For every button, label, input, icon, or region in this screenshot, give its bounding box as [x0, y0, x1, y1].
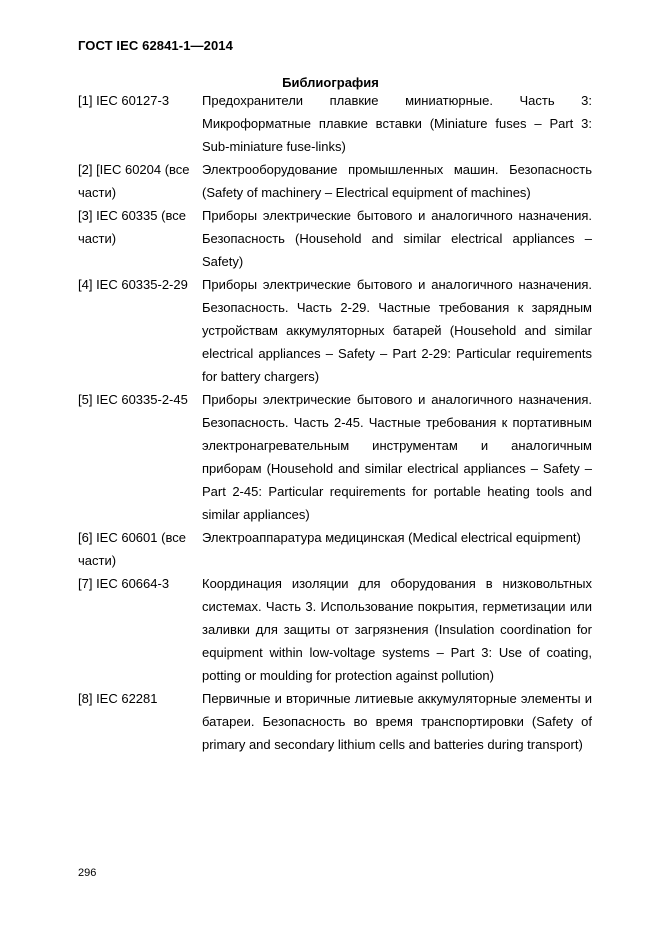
bibliography-list — [78, 89, 592, 756]
bibliography-item-4 — [78, 273, 592, 388]
bibliography-description: Электрооборудование промышленных машин. Безопасность (Safety of machinery – Electrical equipment of machines) — [202, 162, 592, 200]
bibliography-item-5 — [78, 388, 592, 526]
page-title: Библиография — [282, 75, 379, 90]
bibliography-item-8 — [78, 687, 592, 756]
bibliography-ref: [5] IEC 60335-2-45 — [78, 392, 188, 407]
bibliography-item-2 — [78, 158, 592, 204]
bibliography-ref: [2] [IEC 60204 (все части) — [78, 162, 190, 200]
bibliography-description: Предохранители плавкие миниатюрные. Часть 3: Микроформатные плавкие вставки (Miniature fuses – Part 3: Sub-miniature fuse-links) — [202, 93, 592, 154]
bibliography-item-6 — [78, 526, 592, 572]
bibliography-description: Координация изоляции для оборудования в низковольтных системах. Часть 3. Использование покрытия, герметизации или заливки для защиты от загрязнения (Insulation coordination for equipment within low-voltage systems – Part 3: Use of coating, potting or moulding for protection against pollution) — [202, 576, 592, 683]
bibliography-item-1 — [78, 89, 592, 158]
bibliography-description: Приборы электрические бытового и аналогичного назначения. Безопасность. Часть 2-29. Частные требования к зарядным устройствам аккумуляторных батарей (Household and similar electrical appliances – Safety – Part 2-29: Particular requirements for battery chargers) — [202, 277, 592, 384]
bibliography-item-7 — [78, 572, 592, 687]
bibliography-ref: [4] IEC 60335-2-29 — [78, 277, 188, 292]
bibliography-description: Приборы электрические бытового и аналогичного назначения. Безопасность (Household and similar electrical appliances – Safety) — [202, 208, 592, 269]
bibliography-description: Первичные и вторичные литиевые аккумуляторные элементы и батареи. Безопасность во время транспортировки (Safety of primary and secondary lithium cells and batteries during transport) — [202, 691, 592, 752]
bibliography-item-3 — [78, 204, 592, 273]
bibliography-description: Электроаппаратура медицинская (Medical electrical equipment) — [202, 530, 581, 545]
page-number: 296 — [78, 867, 97, 879]
bibliography-ref: [7] IEC 60664-3 — [78, 576, 170, 591]
bibliography-ref: [3] IEC 60335 (все части) — [78, 208, 186, 246]
bibliography-ref: [1] IEC 60127-3 — [78, 93, 170, 108]
document-header: ГОСТ IEC 62841-1—2014 — [78, 38, 233, 53]
bibliography-ref: [8] IEC 62281 — [78, 691, 158, 706]
bibliography-ref: [6] IEC 60601 (все части) — [78, 530, 186, 568]
bibliography-description: Приборы электрические бытового и аналогичного назначения. Безопасность. Часть 2-45. Частные требования к портативным электронагревательным инструментам и аналогичным приборам (Household and similar electrical appliances – Safety – Part 2-45: Particular requirements for portable heating tools and similar appliances) — [202, 392, 592, 522]
